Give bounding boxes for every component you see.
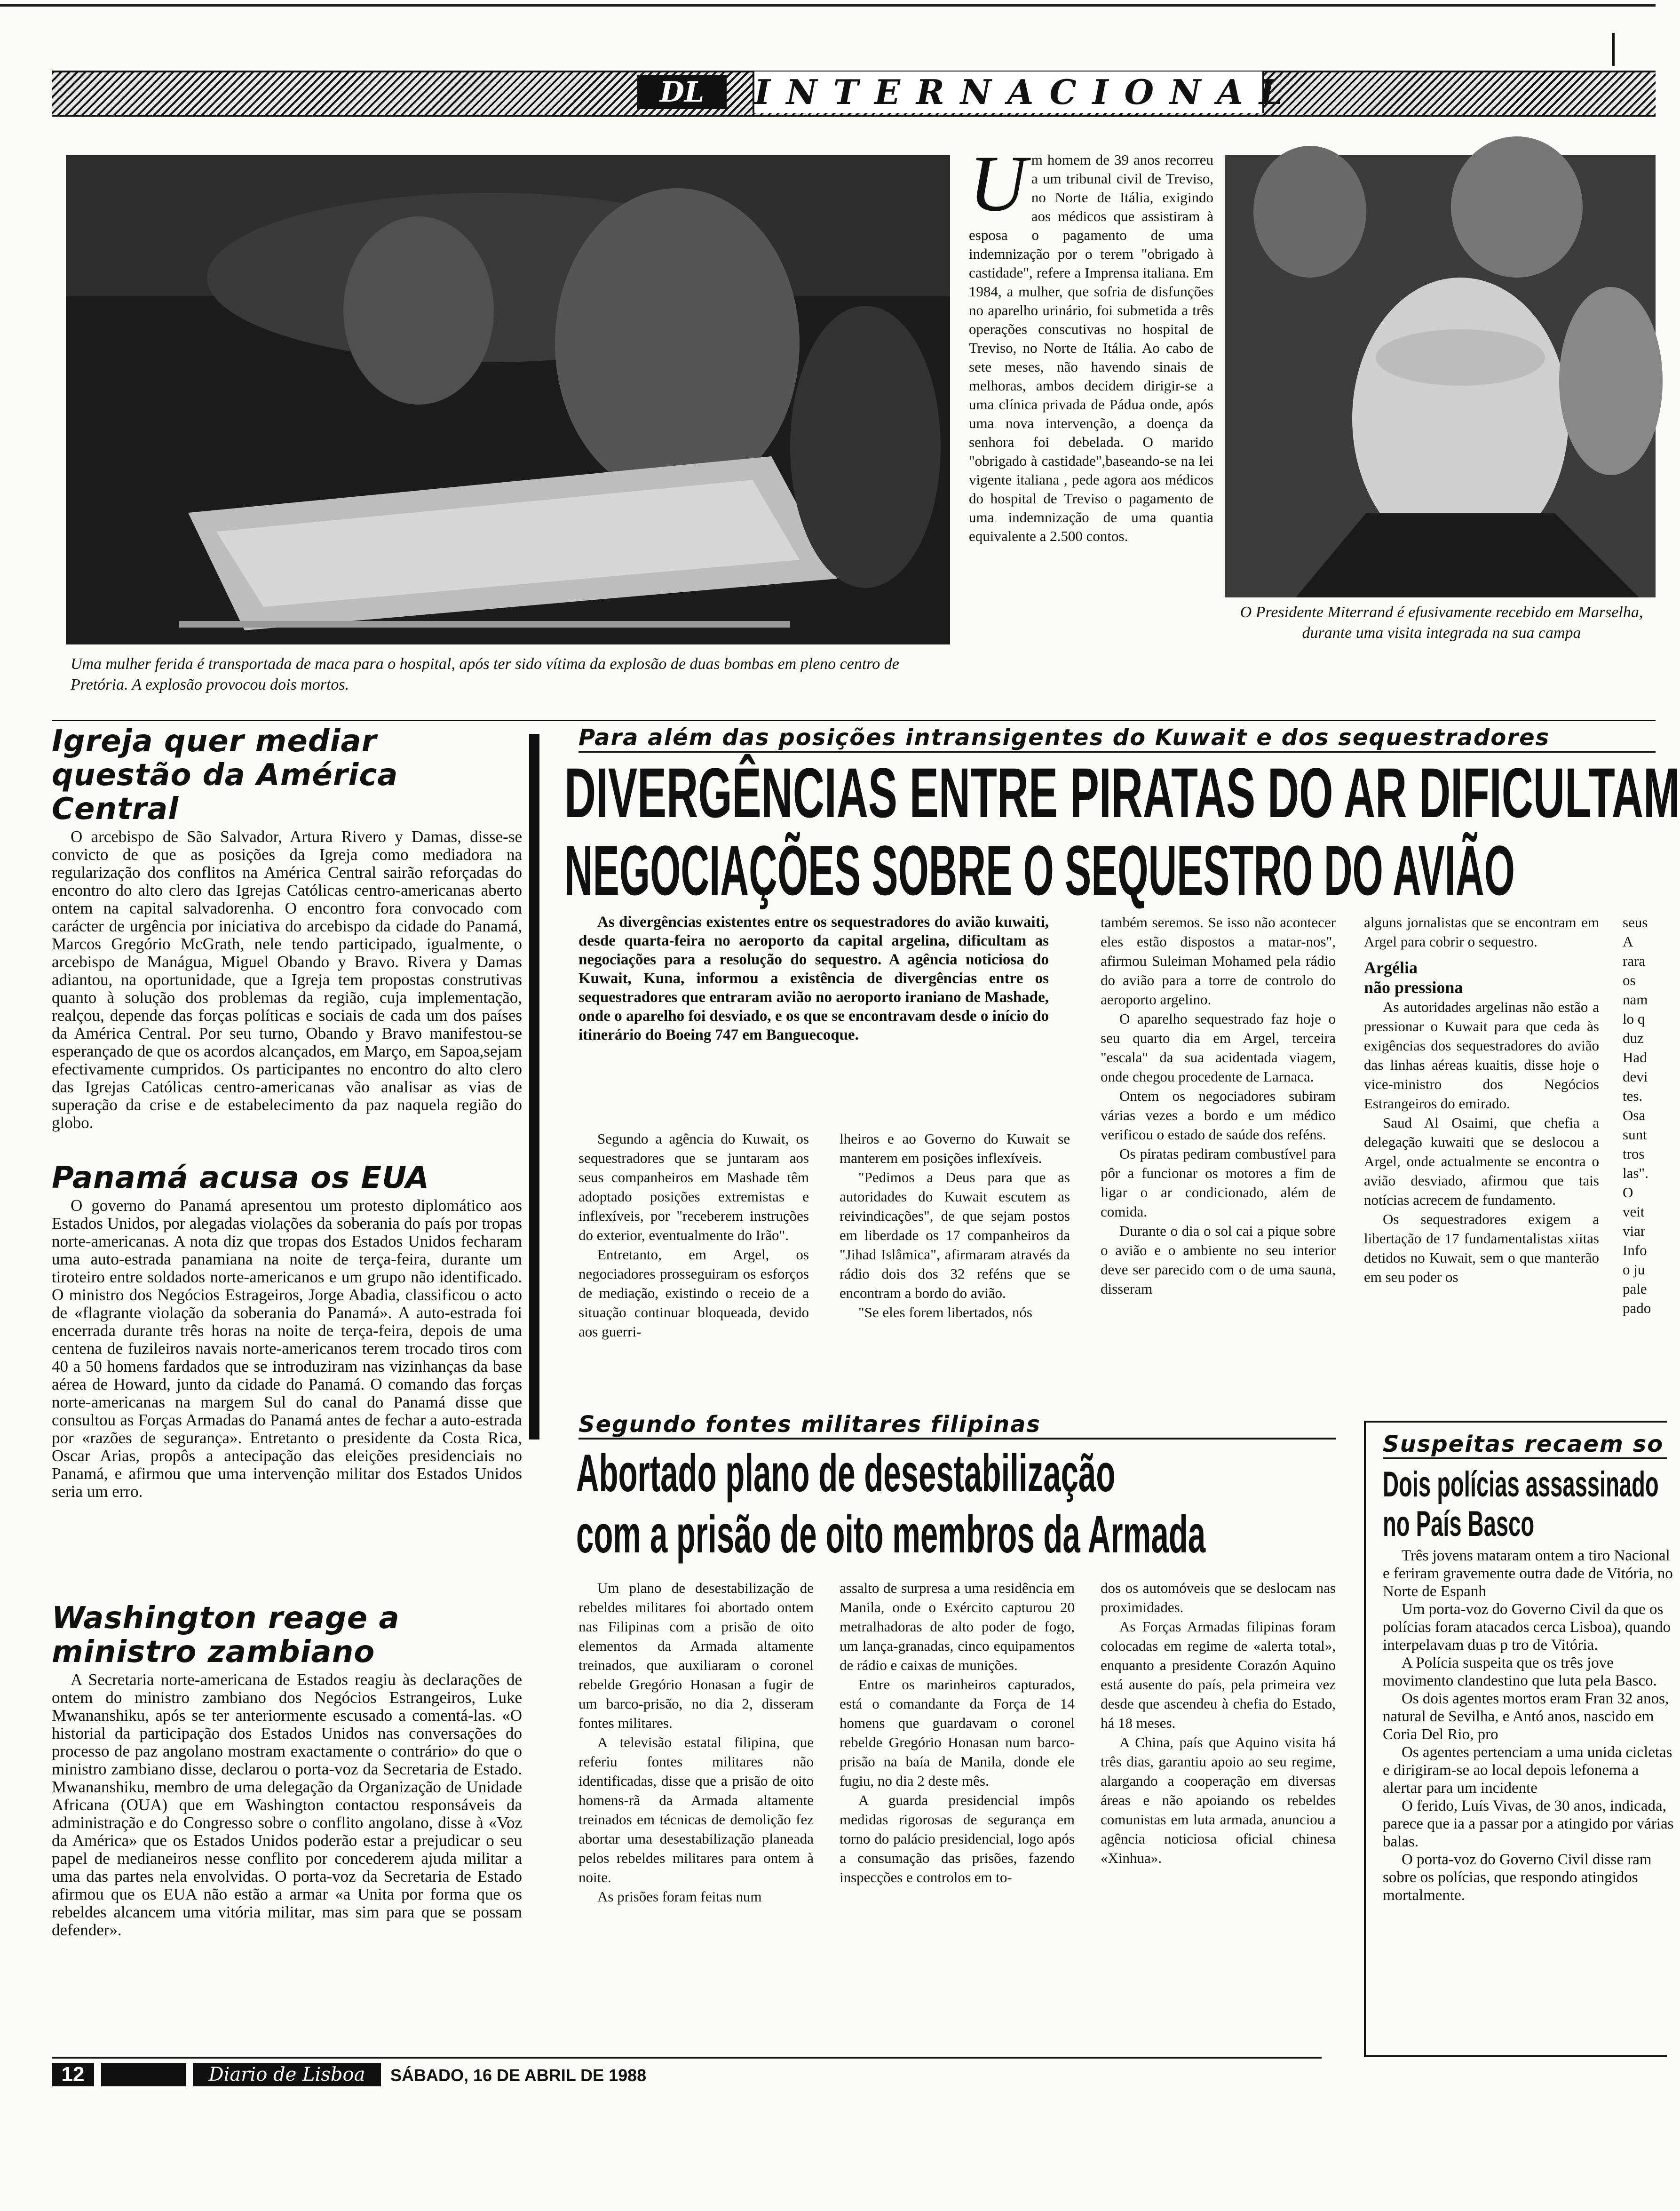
main-lead: As divergências existentes entre os sequestradores do avião kuwaiti, desde quarta-feira no aeroporto da capital argelina, dificultam as negociações para a resolução do sequestro. A agência noticiosa do Kuwait, Kuna, informou a existência de divergências entre os sequestradores que entraram avião no aeroporto iraniano de Mashade, onde o aparelho foi desviado, e os que se encontravam desde o início do itinerário do Boeing 747 em Banguecoque. <box>578 914 1049 1043</box>
headline-igreja: Igreja quer mediar questão da América Central <box>52 724 398 827</box>
photo-stretcher <box>66 155 950 644</box>
footer-date: SÁBADO, 16 DE ABRIL DE 1988 <box>390 2066 647 2085</box>
dl-logo: DL <box>637 75 727 109</box>
headline-philippines-1: Abortado plano de desestabilização <box>576 1444 1116 1503</box>
photo-mitterrand <box>1225 155 1656 597</box>
kicker-philippines: Segundo fontes militares filipinas <box>578 1411 1336 1440</box>
page-number: 12 <box>52 2063 94 2086</box>
column-bar <box>529 734 539 1440</box>
main-col-3: também seremos. Se isso não acontecer eles estão dispostos a matar-nos", afirmou Suleiman Mohamed pela rádio do avião para a torre de controlo do aeroporto argelino. O aparelho sequestrado faz hoje o seu quarto dia em Argel, terceira "escala" da sua acidentada viagem, onde chegou procedente de Larnaca. Ontem os negociadores subiram várias vezes a bordo e um médico verificou o estado de saúde dos reféns. Os piratas pediram combustível para pôr a funcionar os motores a fim de ligar o ar condicionado, além de comida. Durante o dia o sol cai a pique sobre o avião e o ambiente no seu interior deve ser parecido com o de uma sauna, disseram <box>1101 914 1336 1297</box>
band-divider <box>52 720 1656 721</box>
subhead-pressiona: não pressiona <box>1364 978 1463 997</box>
headline-washington: Washington reage a ministro zambiano <box>52 1601 400 1670</box>
short-story-treviso: U m homem de 39 anos recorreu a um tribunal civil de Treviso, no Norte de Itália, exigindo aos médicos que assistiram à esposa o pagamento de uma indemnização por o terem "obrigado à castidade", refere a Imprensa italiana. Em 1984, a mulher, que sofria de disfunções no aparelho urinário, foi submetida a três operações conscutivas no hospital de Treviso, no Norte de Itália. Ao cabo de sete meses, não havendo sinais de melhoras, ambos decidem dirigir-se a uma clínica privada de Pádua onde, após uma nova intervenção, a doença da senhora foi debelada. O marido "obrigado à castidade",baseando-se na lei vigente italiana , pede agora aos médicos do hospital de Treviso o pagamento de uma indemnização de uma quantia equivalente a 2.500 contos. <box>969 139 1213 544</box>
paper-name: Diario de Lisboa <box>193 2063 381 2086</box>
headline-basque-1: Dois polícias assassinado <box>1383 1464 1659 1504</box>
photo-stretcher-caption: Uma mulher ferida é transportada de maca para o hospital, após ter sido vítima da explosão de duas bombas em pleno centro de Pretória. A explosão provocou dois mortos. <box>71 655 899 693</box>
headline-panama: Panamá acusa os EUA <box>52 1161 429 1195</box>
main-col-5-fragment: seus A rara os nam lo q duz Had devi tes. Osa sunt tros las". O veit viar Info o ju pale pado <box>1623 914 1651 1316</box>
story-basque: Três jovens mataram ontem a tiro Nacional e feriram gravemente outra dade de Vitória, no Norte de Espanh Um porta-voz do Governo Civil da que os polícias foram atacados cerca Lisboa), quando interpelavam duas p tro de Vitória. A Polícia suspeita que os três jove movimento clandestino que luta pela Basco. Os dois agentes mortos eram Fran 32 anos, natural de Sevilha, e Antó anos, nascido em Coria Del Rio, pro Os agentes pertenciam a uma unida cicletas e dirigiram-se ao local depois lefonema a alertar para um incidente O ferido, Luís Vivas, de 30 anos, indicada, parece que ia a passar por a atingido por várias balas. O porta-voz do Governo Civil disse ram sobre os polícias, que respondo atingidos mortalmente. <box>1383 1547 1674 1904</box>
top-rule <box>0 4 1656 7</box>
photo-mitterrand-caption: O Presidente Miterrand é efusivamente recebido em Marselha, durante uma visita integrada na sua campa <box>1240 604 1643 642</box>
philippines-col-3: dos os automóveis que se deslocam nas proximidades. As Forças Armadas filipinas foram colocadas em regime de «alerta total», enquanto a presidente Corazón Aquino está ausente do país, pela primeira vez desde que ascendeu à chefia do Estado, há 18 meses. A China, país que Aquino visita há três dias, garantiu apoio ao seu regime, alargando a cooperação em diversas áreas e não apoiando os rebeldes comunistas em luta armada, anunciou a agência noticiosa oficial chinesa «Xinhua». <box>1101 1580 1336 1866</box>
story-igreja: O arcebispo de São Salvador, Artura Rivero y Damas, disse-se convicto de que as posições da Igreja como mediadora na regularização dos conflitos na América Central sairão reforçadas do encontro do alto clero das Igrejas Católicas centro-americanas aberto ontem na capital salvadorenha. O encontro fora convocado com carácter de urgência por iniciativa do arcebispo da cidade do Panamá, Marcos Gregório McGrath, nele tendo participado, igualmente, o arcebispo de Manágua, Miguel Obando y Bravo. Rivera y Damas adiantou, na oportunidade, que a Igreja tem propostas construtivas quanto à solução dos problemas da região, cuja implementação, realçou, depende das forças políticas e sociais de cada um dos países da América Central. Por seu turno, Obando y Bravo manifestou-se esperançado de que os acordos alcançados, em Março, em Sapoa,sejam efectivamente cumpridos. Os participantes no encontro do alto clero das Igrejas Católicas centro-americanas vão analisar as vias de superação da crise e de estabelecimento da paz naquela região do globo. <box>52 827 522 1132</box>
kicker-basque: Suspeitas recaem so <box>1383 1431 1667 1459</box>
main-col-1: Segundo a agência do Kuwait, os sequestradores que se juntaram aos seus companheiros em Mashade têm adoptado posições extremistas e inflexíveis, por "receberem instruções do exterior, eventualmente do Irão". Entretanto, em Argel, os negociadores prosseguiram os esforços de mediação, existindo o receio de a situação continuar bloqueada, devido aos guerri- <box>578 1130 809 1340</box>
story-panama: O governo do Panamá apresentou um protesto diplomático aos Estados Unidos, por alegadas violações da soberania do país por tropas norte-americanas. A nota diz que tropas dos Estados Unidos fecharam uma auto-estrada panamiana na noite de terça-feira, durante um tiroteiro entre soldados norte-americanos e um grupo não identificado. O ministro dos Negócios Estrageiros, Jorge Abadia, classificou o acto de «flagrante violação da soberania do Panamá». A auto-estrada foi encerrada durante três horas na noite de terça-feira, depois de uma centena de fuzileiros navais norte-americanos terem trocado tiros com 40 a 50 homens fardados que se introduziram nas vizinhanças da base aérea de Howard, junto da cidade do Panamá. O comando das forças norte-americanas na margem Sul do canal do Panamá disse que consultou as Forças Armadas do Panamá antes de fechar a auto-estrada por «razões de segurança». Entretanto o presidente da Costa Rica, Oscar Arias, propôs a antecipação das eleições presidenciais no Panamá, e afirmou que uma intervenção militar dos Estados Unidos seria um erro. <box>52 1196 522 1501</box>
headline-main-2: NEGOCIAÇÕES SOBRE O SEQUESTRO DO AVIÃO <box>564 831 1515 910</box>
philippines-col-2: assalto de surpresa a uma residência em Manila, onde o Exército capturou 20 metralhadoras de alto poder de fogo, um lança-granadas, cinco equipamentos de rádio e caixas de munições. Entre os marinheiros capturados, está o comandante da Força de 14 homens que guardavam o coronel rebelde Gregório Honasan num barco-prisão na baía de Manila, donde ele fugiu, no dia 2 deste mês. A guarda presidencial impôs medidas rigorosas de segurança em torno do palácio presidencial, logo após a consumação das prisões, fazendo inspecções e controlos em to- <box>840 1580 1075 1885</box>
headline-main-1: DIVERGÊNCIAS ENTRE PIRATAS DO AR DIFICULTAM <box>564 753 1680 832</box>
footer-bar-left <box>101 2063 186 2086</box>
headline-basque-2: no País Basco <box>1383 1504 1535 1544</box>
dropcap: U <box>969 139 1027 228</box>
section-title: INTERNACIONAL <box>753 72 1264 113</box>
philippines-col-1: Um plano de desestabilização de rebeldes militares foi abortado ontem nas Filipinas com a prisão de oito elementos da Armada altamente treinados, que auxiliaram o coronel rebelde Gregório Honasan a fugir de um barco-prisão, no dia 2, disseram fontes militares. A televisão estatal filipina, que referiu fontes militares não identificadas, disse que a prisão de oito homens-rã da Armada altamente treinados em técnicas de demolição fez abortar uma desestabilização planeada pelos rebeldes militares para ontem à noite. As prisões foram feitas num <box>578 1580 814 1905</box>
footer-rule <box>52 2057 1322 2059</box>
main-col-4: alguns jornalistas que se encontram em Argel para cobrir o sequestro. Argélia não pressiona As autoridades argelinas não estão a pressionar o Kuwait para que ceda às exigências dos sequestradores do avião das linhas aéreas kuaitis, disse hoje o vice-ministro dos Negócios Estrangeiros do emirado. Saud Al Osaimi, que chefia a delegação kuwaiti que se deslocou a Argel, onde actualmente se encontra o avião desviado, afirmou que tais notícias acrecem de fundamento. Os sequestradores exigem a libertação de 17 fundamentalistas xiitas detidos no Kuwait, sem o que manterão em seu poder os <box>1364 914 1599 1285</box>
left-column <box>52 724 522 2089</box>
main-col-2: lheiros e ao Governo do Kuwait se manterem em posições inflexíveis. "Pedimos a Deus para que as autoridades do Kuwait escutem as reivindicações", de que sejam postos em liberdade os 17 companheiros da "Jihad Islâmica", afirmaram através da rádio dois dos 32 reféns que se encontram a bordo do avião. "Se eles forem libertados, nós <box>840 1130 1070 1320</box>
top-right-tick <box>1612 33 1615 66</box>
subhead-argelia: Argélia <box>1364 958 1418 977</box>
headline-philippines-2: com a prisão de oito membros da Armada <box>576 1505 1206 1564</box>
basque-box <box>1364 1421 1674 2057</box>
kicker-main: Para além das posições intransigentes do Kuwait e dos sequestradores <box>578 724 1656 753</box>
story-washington: A Secretaria norte-americana de Estados reagiu às declarações de ontem do ministro zambiano dos Negócios Estrangeiros, Luke Mwananshiku, após se ter anteriormente escusado a comentá-las. «O historial da participação dos Estados Unidos nas conversações do processo de paz angolano mostram exactamente o contrário» do que o ministro zambiano disse, declarou o porta-voz da Secretaria de Estado. Mwananshiku, membro de uma delegação da Organização de Unidade Africana (OUA) que em Washington contactou responsáveis da administração e do Congresso sobre o conflito angolano, disse à «Voz da América» que os Estados Unidos poderão estar a prejudicar o seu papel de medianeiros nesse conflito por concederem ajuda militar a uma das partes nela envolvidas. O porta-voz da Secretaria de Estado afirmou que os EUA não estão a armar «a Unita por forma que os rebeldes alcancem uma vitória militar, mas sim para que se possam defender». <box>52 1670 522 1939</box>
